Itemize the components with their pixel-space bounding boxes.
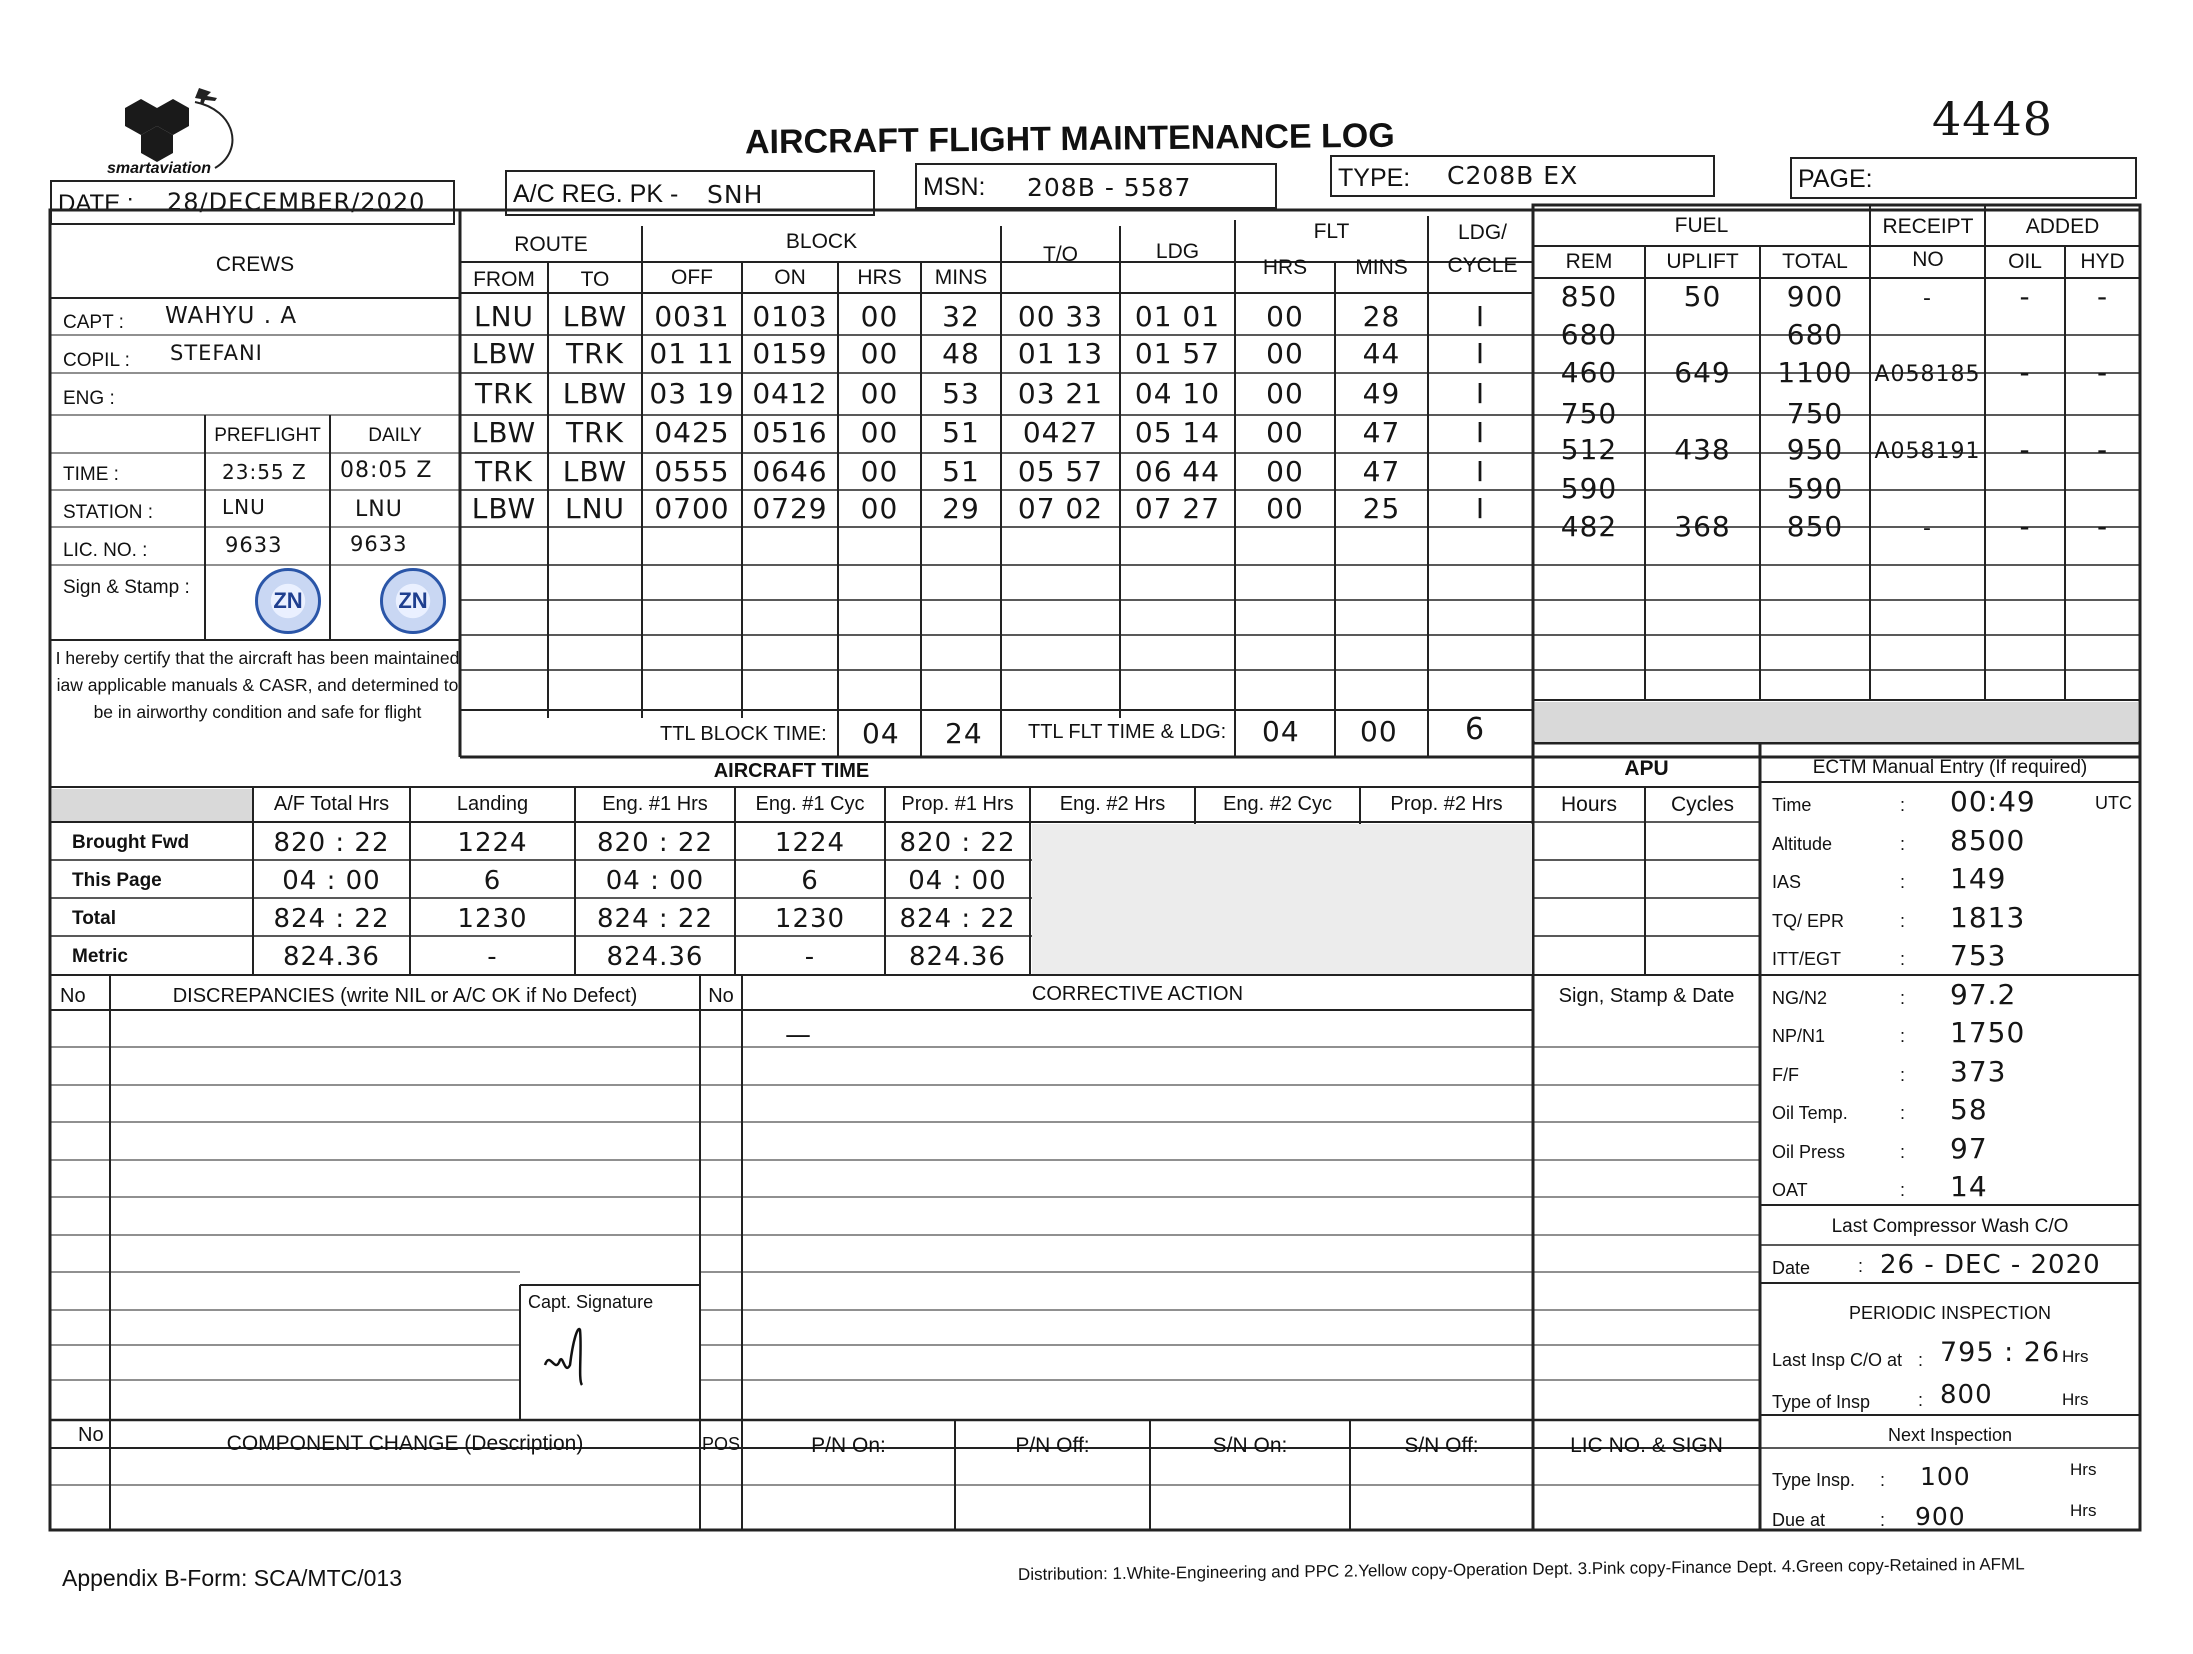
periodic-type-hrs: Hrs <box>2062 1390 2089 1409</box>
aircraft-time-cell: 820 : 22 <box>899 828 1016 858</box>
component-no-header: No <box>78 1424 104 1446</box>
fuel-rem-cell: 482 <box>1560 510 1618 543</box>
aircraft-time-col-header: Eng. #1 Hrs <box>602 793 708 815</box>
flt-header: FLT <box>1313 220 1350 243</box>
aircraft-time-cell: 824.36 <box>283 942 380 972</box>
ectm-row-value: 58 <box>1950 1093 1988 1126</box>
receipt-header: RECEIPT NO <box>1882 215 1974 271</box>
fuel-receipt-cell: - <box>1923 516 1932 541</box>
aircraft-time-corner-shade <box>52 789 252 821</box>
aircraft-time-cell: 824 : 22 <box>597 904 713 934</box>
aircraft-time-cell: 04 : 00 <box>908 866 1007 896</box>
fuel-hyd-cell: - <box>2096 433 2109 466</box>
flight-hrs-cell: 00 <box>860 492 899 525</box>
periodic-title: PERIODIC INSPECTION <box>1848 1303 2052 1323</box>
ectm-row-value: 753 <box>1950 939 2007 972</box>
fuel-rem-cell: 850 <box>1560 280 1618 313</box>
aircraft-time-col-header: Prop. #2 Hrs <box>1390 793 1503 815</box>
flight-fhrs-cell: 00 <box>1266 416 1304 449</box>
msn-value: 208B - 5587 <box>1027 173 1192 202</box>
aircraft-time-row-label: Brought Fwd <box>72 832 190 853</box>
pn-on-header: P/N On: <box>811 1434 886 1457</box>
ttl-flt-mins: 00 <box>1360 715 1398 748</box>
flight-mins-cell: 53 <box>942 377 980 410</box>
certify-statement: I hereby certify that the aircraft has been maintained iaw applicable manuals & CASR, and determined to be in airworthy condition and safe for flight <box>55 648 460 722</box>
time-daily: 08:05 Z <box>340 458 433 483</box>
aircraft-time-cell: 820 : 22 <box>273 828 390 858</box>
brand-name: smartaviation <box>107 160 212 177</box>
aircraft-time-col-header: Prop. #1 Hrs <box>901 793 1014 815</box>
aircraft-time-cell: 824.36 <box>909 942 1006 972</box>
periodic-last-hrs: Hrs <box>2062 1347 2089 1366</box>
fuel-rem-cell: 750 <box>1560 397 1618 430</box>
flight-ldg-cell: 01 57 <box>1134 337 1221 370</box>
block-hrs-header: HRS <box>857 266 902 289</box>
aircraft-time-cell: 04 : 00 <box>605 866 705 896</box>
ldg-cycle-header: LDG/ CYCLE <box>1447 221 1518 277</box>
aircraft-time-cell: 1230 <box>457 904 528 934</box>
apu-cycles-header: Cycles <box>1670 793 1734 816</box>
flight-cyc-cell: I <box>1475 300 1486 333</box>
compressor-title: Last Compressor Wash C/O <box>1831 1216 2069 1237</box>
time-label: TIME : <box>63 464 119 485</box>
flight-fhrs-cell: 00 <box>1266 337 1304 370</box>
station-daily: LNU <box>355 497 403 522</box>
oil-header: OIL <box>2008 250 2042 273</box>
form-number: Appendix B-Form: SCA/MTC/013 <box>62 1565 403 1591</box>
flight-on-cell: 0729 <box>752 492 828 525</box>
ectm-row-label: ITT/EGT <box>1772 949 1841 969</box>
aircraft-time-cell: 04 : 00 <box>282 866 381 896</box>
flight-tkoff-cell: 05 57 <box>1017 455 1104 488</box>
flight-hrs-cell: 00 <box>860 337 899 370</box>
apu-title: APU <box>1624 757 1669 780</box>
station-label: STATION : <box>63 502 154 523</box>
ectm-row-label: Altitude <box>1772 833 1833 854</box>
fuel-total-cell: 590 <box>1786 472 1844 505</box>
reg-value: SNH <box>707 180 764 209</box>
aircraft-time-cell: 1224 <box>457 828 528 858</box>
lic-preflight: 9633 <box>225 533 283 557</box>
flight-fhrs-cell: 00 <box>1266 492 1304 525</box>
flight-to-cell: TRK <box>566 416 624 449</box>
flight-on-cell: 0646 <box>752 455 828 488</box>
ectm-row-value: 00:49 <box>1950 785 2036 818</box>
disc-no-header: No <box>60 985 86 1007</box>
next-type-colon: : <box>1880 1470 1886 1490</box>
next-due-value: 900 <box>1915 1502 1966 1531</box>
hyd-header: HYD <box>2080 250 2125 273</box>
ectm-row-value: 1750 <box>1950 1016 2026 1049</box>
fuel-rem-cell: 512 <box>1560 433 1618 466</box>
copil-name: STEFANI <box>170 341 263 365</box>
flight-off-cell: 0425 <box>654 416 730 449</box>
flight-hrs-cell: 00 <box>860 300 899 333</box>
ectm-row-label: Oil Temp. <box>1772 1103 1848 1123</box>
aircraft-time-cell: - <box>487 942 498 972</box>
ttl-block-mins: 24 <box>945 717 983 750</box>
distribution-note: Distribution: 1.White-Engineering and PPC 2.Yellow copy-Operation Dept. 3.Pink copy-Finance Dept. 4.Green copy-Retained in AFML <box>1017 1554 2025 1584</box>
ectm-row-colon: : <box>1900 1141 1906 1162</box>
aircraft-time-cell: 824.36 <box>606 942 704 972</box>
crews-title: CREWS <box>215 253 295 276</box>
next-type-value: 100 <box>1920 1462 1971 1491</box>
flight-from-cell: TRK <box>475 455 533 488</box>
flight-hrs-cell: 00 <box>860 416 899 449</box>
ectm-row-colon: : <box>1900 1026 1906 1046</box>
rem-header: REM <box>1565 250 1613 273</box>
ectm-row-label: NP/N1 <box>1772 1026 1826 1046</box>
flight-hrs-cell: 00 <box>860 455 899 488</box>
type-label: TYPE: <box>1338 164 1411 192</box>
flight-mins-cell: 32 <box>942 300 980 333</box>
fuel-receipt-cell: A058191 <box>1874 439 1981 464</box>
fuel-oil-cell: - <box>2019 356 2031 389</box>
aircraft-time-cell: 824 : 22 <box>899 904 1016 934</box>
fuel-rem-cell: 680 <box>1560 318 1618 351</box>
preflight-header: PREFLIGHT <box>214 425 321 446</box>
aircraft-time-title: AIRCRAFT TIME <box>713 760 870 782</box>
date-value: 28/DECEMBER/2020 <box>167 188 426 216</box>
aircraft-time-cell: 6 <box>801 866 819 896</box>
lic-daily: 9633 <box>350 532 408 556</box>
component-pos-header: POS <box>701 1434 740 1454</box>
next-due-colon: : <box>1880 1510 1886 1530</box>
station-preflight: LNU <box>222 495 266 519</box>
ectm-title: ECTM Manual Entry (If required) <box>1812 757 2088 778</box>
flight-ldg-cell: 07 27 <box>1134 492 1221 525</box>
flight-fmins-cell: 28 <box>1362 300 1401 333</box>
from-header: FROM <box>473 268 535 291</box>
flight-off-cell: 0555 <box>654 455 730 488</box>
flight-to-cell: LBW <box>562 300 628 333</box>
fuel-total-cell: 850 <box>1786 510 1844 543</box>
flight-cyc-cell: I <box>1475 337 1486 370</box>
reg-label: A/C REG. PK - <box>513 180 679 208</box>
lic-sign-header: LIC NO. & SIGN <box>1570 1434 1723 1457</box>
flight-from-cell: LBW <box>471 416 537 449</box>
flight-cyc-cell: I <box>1475 377 1486 410</box>
engine2-shade <box>1032 824 1532 974</box>
ectm-row-colon: : <box>1900 949 1906 969</box>
ectm-row-colon: : <box>1900 795 1906 815</box>
flight-tkoff-cell: 03 21 <box>1017 377 1104 410</box>
flight-mins-cell: 51 <box>942 416 980 449</box>
flight-off-cell: 01 11 <box>649 337 735 370</box>
time-preflight: 23:55 Z <box>222 460 307 484</box>
ectm-row-colon: : <box>1900 1064 1906 1085</box>
serial-number: 4448 <box>1932 92 2054 146</box>
fuel-uplift-cell: 368 <box>1674 510 1731 543</box>
next-type-hrs: Hrs <box>2070 1460 2097 1479</box>
flight-from-cell: LNU <box>473 300 535 333</box>
ttl-flt-label: TTL FLT TIME & LDG: <box>1028 721 1227 743</box>
compressor-date-value: 26 - DEC - 2020 <box>1880 1250 2101 1280</box>
fuel-oil-cell: - <box>2019 280 2031 313</box>
flight-tkoff-cell: 07 02 <box>1017 492 1104 525</box>
ectm-row-label: F/F <box>1772 1064 1799 1085</box>
flight-to-cell: LNU <box>564 492 626 525</box>
ectm-row-label: TQ/ EPR <box>1772 910 1845 931</box>
periodic-last-value: 795 : 26 <box>1940 1337 2061 1368</box>
aircraft-time-cell: - <box>804 942 816 972</box>
periodic-last-colon: : <box>1918 1350 1924 1370</box>
fuel-oil-cell: - <box>2019 510 2031 543</box>
flight-fhrs-cell: 00 <box>1266 300 1304 333</box>
daily-header: DAILY <box>368 425 422 446</box>
sn-on-header: S/N On: <box>1212 1434 1288 1457</box>
flight-cyc-cell: I <box>1475 455 1486 488</box>
aircraft-time-col-header: Eng. #2 Cyc <box>1223 793 1332 815</box>
block-mins-header: MINS <box>934 266 988 289</box>
ectm-row-value: 1813 <box>1950 900 2026 934</box>
fuel-header: FUEL <box>1674 214 1729 237</box>
flight-fmins-cell: 47 <box>1362 416 1401 449</box>
aircraft-time-col-header: Eng. #1 Cyc <box>755 793 865 815</box>
ectm-row-colon: : <box>1900 1103 1906 1123</box>
periodic-type-label: Type of Insp <box>1772 1392 1871 1412</box>
ectm-unit: UTC <box>2095 793 2132 813</box>
flight-fhrs-cell: 00 <box>1266 455 1304 488</box>
fuel-shade <box>1535 702 2138 742</box>
fuel-oil-cell: - <box>2019 433 2031 466</box>
to-header: TO <box>580 268 610 291</box>
flight-on-cell: 0103 <box>752 300 828 333</box>
fuel-hyd-cell: - <box>2096 510 2109 543</box>
flight-ldg-cell: 06 44 <box>1134 455 1221 488</box>
capt-label: CAPT : <box>63 312 124 333</box>
flight-to-cell: LBW <box>562 377 628 410</box>
pn-off-header: P/N Off: <box>1015 1434 1090 1457</box>
ectm-row-label: OAT <box>1772 1180 1808 1200</box>
flight-fmins-cell: 47 <box>1362 455 1401 488</box>
flight-ldg-cell: 01 01 <box>1134 300 1221 333</box>
flight-mins-cell: 48 <box>942 337 980 370</box>
next-title: Next Inspection <box>1887 1425 2013 1445</box>
page-label: PAGE: <box>1798 165 1873 193</box>
fuel-total-cell: 900 <box>1786 280 1844 313</box>
ectm-row-value: 8500 <box>1950 823 2026 857</box>
ectm-row-colon: : <box>1900 833 1906 854</box>
fuel-receipt-cell: A058185 <box>1874 362 1981 387</box>
flight-hrs-cell: 00 <box>860 377 899 410</box>
ttl-block-label: TTL BLOCK TIME: <box>660 723 827 745</box>
uplift-header: UPLIFT <box>1666 250 1739 273</box>
route-header: ROUTE <box>514 233 588 256</box>
msn-label: MSN: <box>923 173 986 201</box>
ectm-row-colon: : <box>1900 987 1906 1008</box>
on-header: ON <box>774 266 806 289</box>
flight-fhrs-cell: 00 <box>1266 377 1304 410</box>
ectm-row-label: NG/N2 <box>1772 987 1828 1008</box>
flight-cyc-cell: I <box>1475 416 1486 449</box>
fuel-total-cell: 950 <box>1786 433 1844 466</box>
periodic-type-value: 800 <box>1940 1380 1993 1410</box>
ttl-flt-hrs: 04 <box>1262 715 1300 748</box>
flight-ldg-cell: 05 14 <box>1134 416 1221 449</box>
periodic-last-label: Last Insp C/O at <box>1772 1350 1903 1370</box>
flt-hrs-header: HRS <box>1262 256 1308 279</box>
ectm-row-label: Time <box>1772 795 1812 815</box>
fuel-rem-cell: 590 <box>1560 472 1618 505</box>
ttl-block-hrs: 04 <box>862 717 900 750</box>
ectm-row-value: 97 <box>1950 1131 1988 1165</box>
corrective-no-header: No <box>708 985 734 1007</box>
flight-from-cell: LBW <box>471 337 537 370</box>
ectm-row-value: 14 <box>1950 1170 1988 1203</box>
fuel-hyd-cell: - <box>2096 356 2109 389</box>
periodic-type-colon: : <box>1918 1390 1924 1410</box>
flight-cyc-cell: I <box>1475 492 1486 525</box>
flight-tkoff-cell: 00 33 <box>1017 300 1104 333</box>
ectm-row-label: IAS <box>1772 872 1802 892</box>
flight-tkoff-cell: 01 13 <box>1017 337 1104 370</box>
preflight-stamp: ZN <box>255 568 321 634</box>
off-header: OFF <box>671 266 713 289</box>
fuel-total-cell: 750 <box>1786 397 1844 430</box>
flt-mins-header: MINS <box>1355 256 1408 279</box>
sign-stamp-label: Sign & Stamp : <box>63 577 190 598</box>
flight-on-cell: 0159 <box>752 337 828 370</box>
sn-off-header: S/N Off: <box>1404 1434 1479 1457</box>
discrepancies-header: DISCREPANCIES (write NIL or A/C OK if No Defect) <box>172 985 638 1007</box>
block-header: BLOCK <box>785 230 858 253</box>
flight-tkoff-cell: 0427 <box>1022 416 1099 449</box>
compressor-colon: : <box>1858 1256 1864 1276</box>
lic-label: LIC. NO. : <box>63 540 148 561</box>
corrective-entry: — <box>785 1020 812 1050</box>
flight-on-cell: 0516 <box>752 416 828 449</box>
aircraft-time-cell: 6 <box>483 866 502 896</box>
flight-ldg-cell: 04 10 <box>1134 377 1221 410</box>
fuel-total-cell: 680 <box>1786 318 1844 351</box>
ttl-ldg: 6 <box>1465 712 1486 747</box>
ectm-row-value: 149 <box>1950 862 2007 895</box>
aircraft-time-col-header: Landing <box>456 793 529 815</box>
takeoff-header: T/O <box>1043 243 1078 266</box>
aircraft-time-cell: 1224 <box>774 828 846 858</box>
aircraft-time-cell: 820 : 22 <box>597 828 713 858</box>
fuel-uplift-cell: 50 <box>1683 280 1722 313</box>
compressor-date-label: Date <box>1772 1258 1811 1278</box>
eng-label: ENG : <box>63 388 115 409</box>
aircraft-time-col-header: Eng. #2 Hrs <box>1059 793 1166 815</box>
next-due-hrs: Hrs <box>2070 1501 2097 1520</box>
capt-signature-label: Capt. Signature <box>528 1292 654 1312</box>
ectm-row-colon: : <box>1900 872 1906 892</box>
flight-fmins-cell: 49 <box>1362 377 1401 410</box>
aircraft-time-cell: 824 : 22 <box>273 904 390 934</box>
type-value: C208B EX <box>1447 161 1579 190</box>
flight-mins-cell: 51 <box>942 455 980 488</box>
aircraft-time-row-label: This Page <box>72 870 162 891</box>
flight-mins-cell: 29 <box>942 492 980 525</box>
flight-to-cell: TRK <box>566 337 624 370</box>
ectm-row-label: Oil Press <box>1772 1141 1846 1162</box>
flight-fmins-cell: 44 <box>1362 337 1401 370</box>
flight-off-cell: 0031 <box>654 300 730 333</box>
corrective-header: CORRECTIVE ACTION <box>1031 983 1244 1005</box>
fuel-hyd-cell: - <box>2096 280 2109 313</box>
component-desc-header: COMPONENT CHANGE (Description) <box>226 1432 584 1455</box>
ectm-row-value: 373 <box>1950 1054 2007 1088</box>
flight-fmins-cell: 25 <box>1362 492 1401 525</box>
fuel-rem-cell: 460 <box>1560 356 1618 389</box>
captain-signature-icon <box>540 1320 600 1390</box>
sign-stamp-date-header: Sign, Stamp & Date <box>1558 985 1735 1007</box>
daily-stamp: ZN <box>380 568 446 634</box>
flight-to-cell: LBW <box>562 455 628 488</box>
next-type-label: Type Insp. <box>1772 1470 1856 1490</box>
ldg-header: LDG <box>1155 240 1200 263</box>
flight-off-cell: 03 19 <box>649 377 735 410</box>
flight-off-cell: 0700 <box>654 492 730 525</box>
added-header: ADDED <box>2025 215 2100 238</box>
date-label: DATE : <box>58 190 134 217</box>
aircraft-time-cell: 1230 <box>774 904 846 934</box>
flight-on-cell: 0412 <box>752 377 828 410</box>
aircraft-time-row-label: Metric <box>72 946 128 967</box>
fuel-uplift-cell: 438 <box>1674 433 1731 466</box>
fuel-uplift-cell: 649 <box>1674 356 1731 389</box>
flight-from-cell: LBW <box>471 492 537 525</box>
fuel-receipt-cell: - <box>1923 286 1932 311</box>
aircraft-time-row-label: Total <box>72 908 116 929</box>
total-header: TOTAL <box>1782 250 1848 273</box>
ectm-row-colon: : <box>1900 910 1906 931</box>
copil-label: COPIL : <box>63 350 130 371</box>
ectm-row-colon: : <box>1900 1180 1906 1200</box>
ectm-row-value: 97.2 <box>1950 977 2017 1011</box>
apu-hours-header: Hours <box>1560 793 1618 816</box>
fuel-total-cell: 1100 <box>1777 356 1853 389</box>
flight-from-cell: TRK <box>475 377 533 410</box>
page-title: AIRCRAFT FLIGHT MAINTENANCE LOG <box>744 116 1395 162</box>
next-due-label: Due at <box>1772 1510 1826 1530</box>
capt-name: WAHYU . A <box>165 303 298 329</box>
aircraft-time-col-header: A/F Total Hrs <box>273 793 390 815</box>
